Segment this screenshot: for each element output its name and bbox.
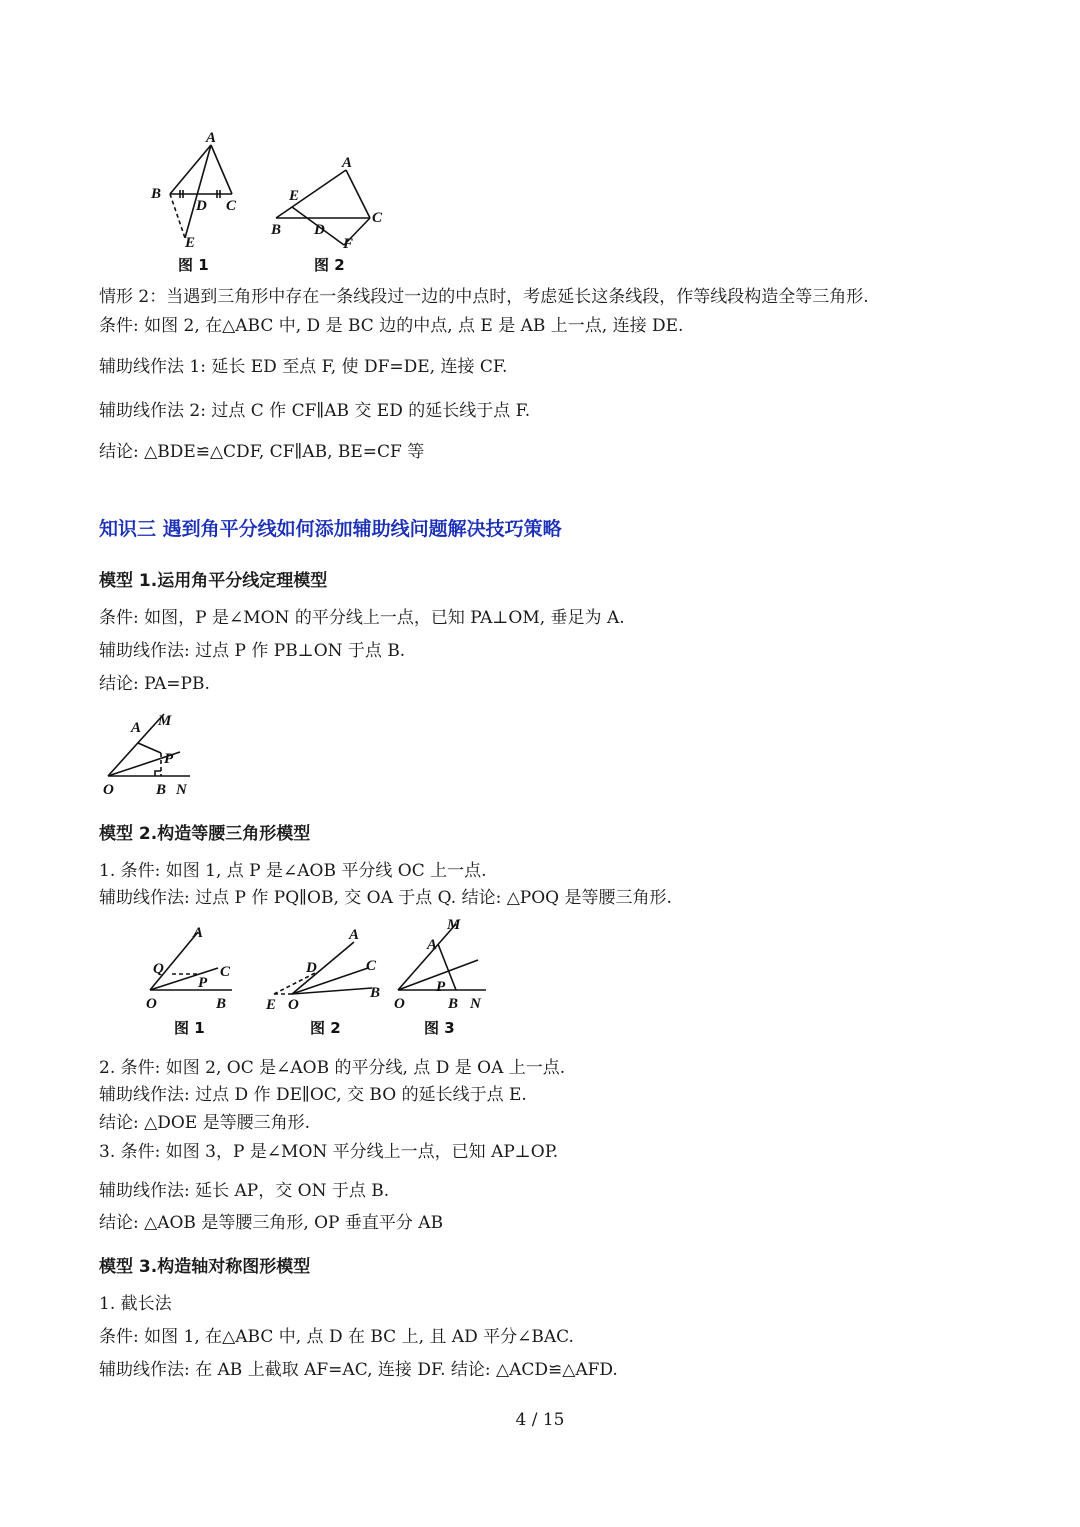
model2-title: 模型 2.构造等腰三角形模型 (99, 824, 311, 844)
model3-method: 辅助线作法: 在 AB 上截取 AF=AC, 连接 DF. 结论: △ACD≌△AFD. (99, 1360, 618, 1380)
label-C: C (226, 198, 237, 214)
case2-condition: 条件: 如图 2, 在△ABC 中, D 是 BC 边的中点, 点 E 是 AB 上一点, 连接 DE. (99, 316, 684, 336)
model2-method3: 辅助线作法: 延长 AP，交 ON 于点 B. (99, 1181, 390, 1201)
label-O: O (394, 996, 405, 1012)
case2-conclusion: 结论: △BDE≌△CDF, CF∥AB, BE=CF 等 (99, 442, 425, 462)
label-O: O (103, 782, 114, 798)
label-P: P (198, 975, 208, 991)
label-A: A (427, 937, 438, 953)
model1-condition: 条件: 如图，P 是∠MON 的平分线上一点，已知 PA⊥OM, 垂足为 A. (99, 608, 625, 628)
figure-caption: 图 3 (424, 1019, 455, 1037)
label-B: B (156, 782, 167, 798)
label-B: B (370, 985, 381, 1001)
figure-caption: 图 2 (310, 1019, 341, 1037)
model2-condition3: 3. 条件: 如图 3，P 是∠MON 平分线上一点，已知 AP⊥OP. (99, 1142, 559, 1162)
figure-midpoint-fig1 (140, 128, 250, 278)
label-D: D (196, 198, 207, 214)
label-E: E (185, 235, 196, 251)
label-E: E (266, 997, 277, 1013)
model3-condition: 条件: 如图 1, 在△ABC 中, 点 D 在 BC 上, 且 AD 平分∠BAC. (99, 1327, 574, 1347)
label-P: P (164, 751, 174, 767)
label-A: A (131, 720, 142, 736)
label-B: B (448, 996, 459, 1012)
label-D: D (314, 222, 325, 238)
label-C: C (220, 964, 231, 980)
label-E: E (289, 188, 300, 204)
model3-title: 模型 3.构造轴对称图形模型 (99, 1257, 311, 1277)
figure-caption: 图 1 (178, 256, 209, 274)
model1-method: 辅助线作法: 过点 P 作 PB⊥ON 于点 B. (99, 641, 406, 661)
label-A: A (349, 927, 360, 943)
figure-isosceles-fig3 (390, 914, 500, 1040)
label-M: M (447, 917, 461, 933)
model2-method1: 辅助线作法: 过点 P 作 PQ∥OB, 交 OA 于点 Q. 结论: △POQ 是等腰三角形. (99, 888, 672, 908)
label-A: A (342, 155, 353, 171)
case2-text: 情形 2：当遇到三角形中存在一条线段过一边的中点时，考虑延长这条线段，作等线段构造全等三角形. (99, 287, 869, 307)
case2-method2: 辅助线作法 2: 过点 C 作 CF∥AB 交 ED 的延长线于点 F. (99, 401, 531, 421)
figure-midpoint-fig2 (262, 150, 402, 278)
label-P: P (436, 979, 446, 995)
label-D: D (306, 960, 317, 976)
label-M: M (158, 713, 172, 729)
label-Q: Q (153, 961, 164, 977)
model2-result2: 结论: △DOE 是等腰三角形. (99, 1113, 310, 1133)
model2-condition1: 1. 条件: 如图 1, 点 P 是∠AOB 平分线 OC 上一点. (99, 861, 487, 881)
label-B: B (271, 222, 282, 238)
label-A: A (206, 130, 217, 146)
model2-result3: 结论: △AOB 是等腰三角形, OP 垂直平分 AB (99, 1213, 444, 1233)
model1-title: 模型 1.运用角平分线定理模型 (99, 571, 328, 591)
page-number: 4 / 15 (515, 1410, 565, 1430)
figure-caption: 图 1 (174, 1019, 205, 1037)
label-C: C (372, 210, 383, 226)
model1-conclusion: 结论: PA=PB. (99, 674, 210, 694)
label-B: B (216, 996, 227, 1012)
figure-caption: 图 2 (314, 256, 345, 274)
label-O: O (288, 997, 299, 1013)
label-N: N (176, 782, 187, 798)
label-F: F (343, 236, 354, 252)
label-A: A (193, 925, 204, 941)
model3-subtitle: 1. 截长法 (99, 1294, 172, 1314)
figure-angle-bisector (98, 708, 208, 800)
figure-isosceles-fig1 (140, 920, 250, 1040)
figure-isosceles-fig2 (262, 920, 392, 1040)
label-O: O (146, 996, 157, 1012)
model2-condition2: 2. 条件: 如图 2, OC 是∠AOB 的平分线, 点 D 是 OA 上一点. (99, 1058, 566, 1078)
model2-method2: 辅助线作法: 过点 D 作 DE∥OC, 交 BO 的延长线于点 E. (99, 1085, 527, 1105)
label-C: C (366, 958, 377, 974)
label-N: N (470, 996, 481, 1012)
section-heading: 知识三 遇到角平分线如何添加辅助线问题解决技巧策略 (99, 518, 562, 540)
label-B: B (151, 186, 162, 202)
case2-method1: 辅助线作法 1: 延长 ED 至点 F, 使 DF=DE, 连接 CF. (99, 357, 508, 377)
